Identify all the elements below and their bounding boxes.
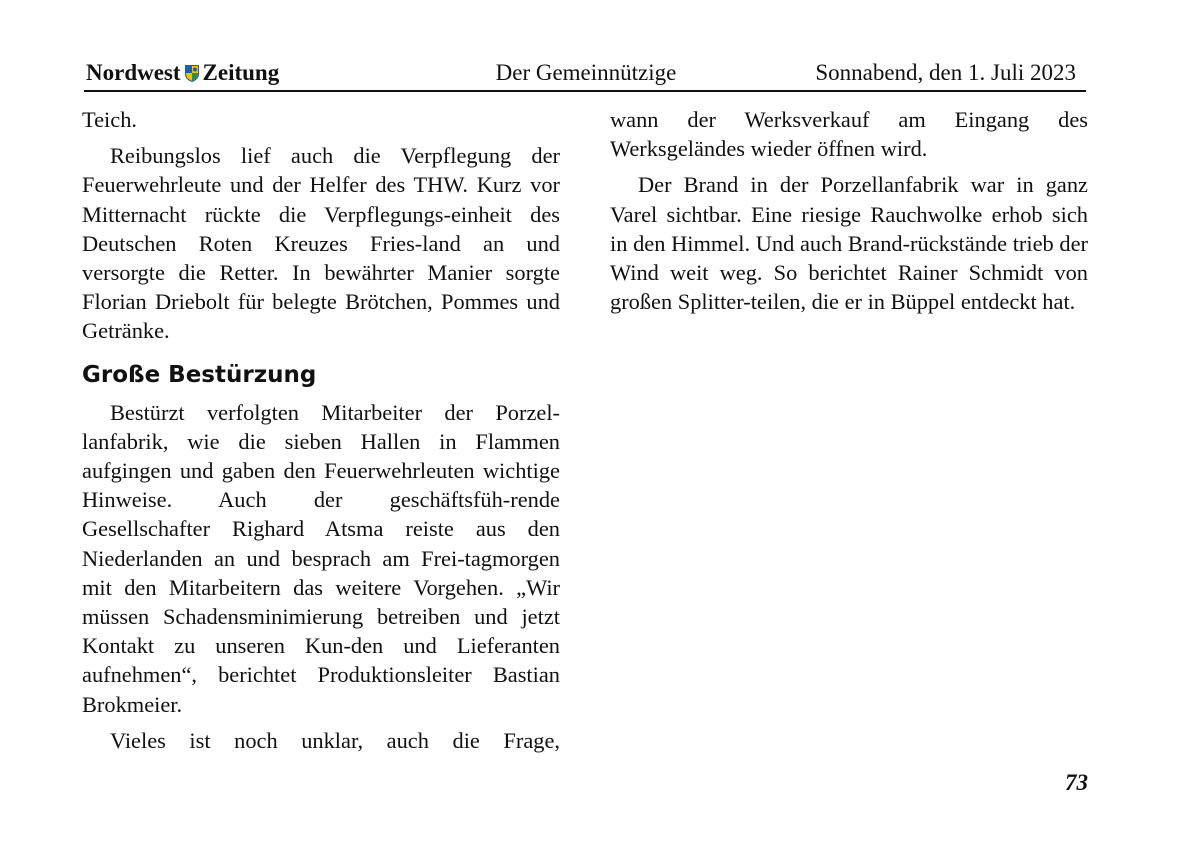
issue-date: Sonnabend, den 1. Juli 2023 — [815, 60, 1076, 85]
paragraph: Bestürzt verfolgten Mitarbeiter der Porzel-lanfabrik, wie die sieben Hallen in Flammen aufgingen und gaben den Feuerwehrleuten wichtige Hinweise. Auch der geschäftsfüh-rende Gesellschafter Righard Atsma reiste aus den Niederlanden an und besprach am Frei-tagmorgen mit den Mitarbeitern das weitere Vorgehen. „Wir müssen Schadensminimierung betreiben und jetzt Kontakt zu unseren Kun-den und Lieferanten aufnehmen“, berichtet Produktionsleiter Bastian Brokmeier. — [82, 399, 560, 717]
paragraph: Reibungslos lief auch die Verpflegung der Feuerwehrleute und der Helfer des THW. Kurz vor Mitternacht rückte die Verpflegungs-einheit des Deutschen Roten Kreuzes Fries-land an und versorgte die Retter. In bewährter Manier sorgte Florian Driebolt für belegte Brötchen, Pommes und Getränke. — [82, 143, 560, 344]
newspaper-name-part2: Zeitung — [202, 60, 280, 85]
paragraph: Vieles ist noch unklar, auch die Frage, — [110, 727, 560, 753]
page-number: 73 — [1065, 770, 1088, 795]
page-header — [86, 58, 1086, 88]
section-title: Der Gemeinnützige — [495, 60, 677, 85]
newspaper-name-part1: Nordwest — [86, 60, 181, 85]
paragraph: Teich. — [82, 107, 138, 132]
header-rule — [84, 90, 1086, 92]
paragraph: Der Brand in der Porzellanfabrik war in ganz Varel sichtbar. Eine riesige Rauchwolke erhob sich in den Himmel. Und auch Brand-rückstände trieb der Wind weit weg. So berichtet Rainer Schmidt von großen Splitter-teilen, die er in Büppel entdeckt hat. — [610, 172, 1088, 315]
left-column — [82, 105, 560, 762]
right-column — [610, 105, 1088, 323]
section-heading: Große Bestürzung — [82, 361, 317, 388]
paragraph: wann der Werksverkauf am Eingang des Werksgeländes wieder öffnen wird. — [610, 107, 1088, 162]
